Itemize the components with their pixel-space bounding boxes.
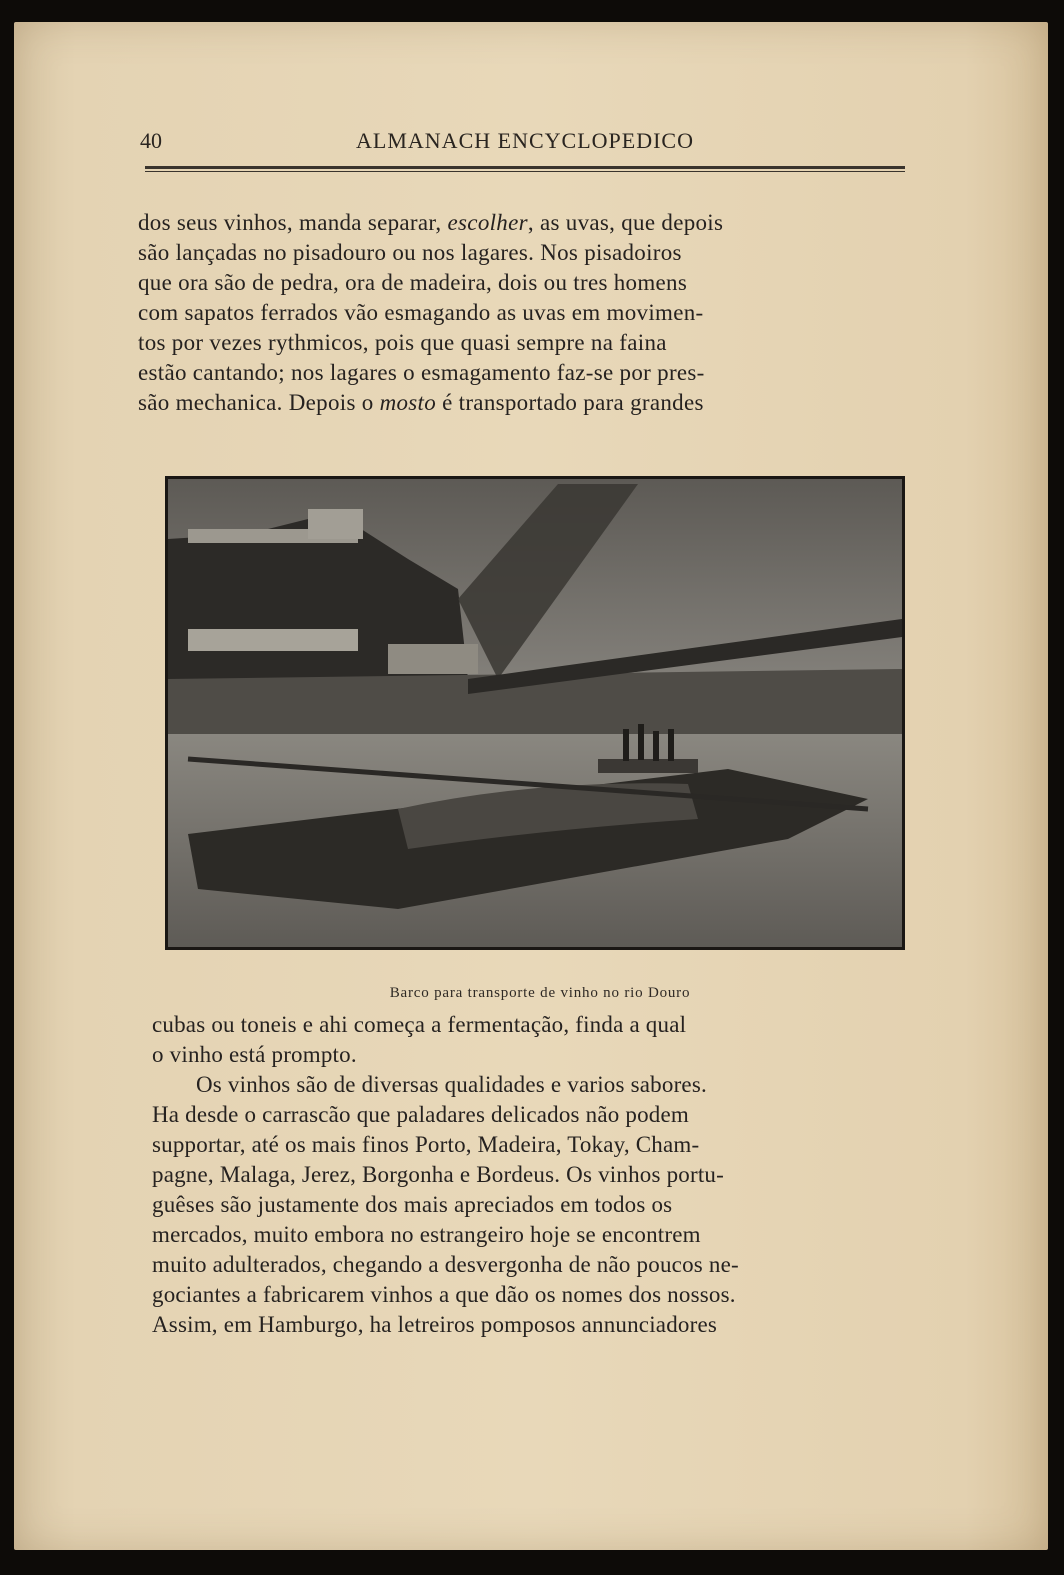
text-line: Ha desde o carrascão que paladares delicados não podem	[152, 1102, 690, 1127]
paragraph-bottom	[152, 1010, 922, 1340]
header-rule-thin	[145, 171, 905, 172]
text-line: tos por vezes rythmicos, pois que quasi sempre na faina	[138, 330, 667, 355]
page-number: 40	[140, 128, 162, 153]
paragraph-top	[138, 208, 910, 418]
text-line: pagne, Malaga, Jerez, Borgonha e Bordeus. Os vinhos portu-	[152, 1162, 724, 1187]
italic-term: mosto	[379, 390, 437, 415]
text-line: mercados, muito embora no estrangeiro hoje se encontrem	[152, 1222, 701, 1247]
page-header	[140, 128, 910, 156]
photo-illustration	[168, 479, 902, 947]
photo-caption: Barco para transporte de vinho no rio Douro	[389, 985, 691, 1001]
text-line: com sapatos ferrados vão esmagando as uvas em movimen-	[138, 300, 704, 325]
photograph-wine-boat	[165, 476, 905, 950]
text-line: Assim, em Hamburgo, ha letreiros pomposos annunciadores	[152, 1312, 718, 1337]
text-line: que ora são de pedra, ora de madeira, dois ou tres homens	[138, 270, 688, 295]
text-line: dos seus vinhos, manda separar, escolher, as uvas, que depois	[138, 210, 724, 235]
text-line: são mechanica. Depois o mosto é transportado para grandes	[138, 390, 704, 415]
header-rule	[145, 166, 905, 169]
running-title: ALMANACH ENCYCLOPEDICO	[356, 128, 694, 153]
text-line: o vinho está prompto.	[152, 1042, 357, 1067]
text-line: guêses são justamente dos mais apreciados em todos os	[152, 1192, 673, 1217]
italic-term: escolher	[447, 210, 528, 235]
text-line: gociantes a fabricarem vinhos a que dão os nomes dos nossos.	[152, 1282, 736, 1307]
text-line: estão cantando; nos lagares o esmagamento faz-se por pres-	[138, 360, 705, 385]
text-line: cubas ou toneis e ahi começa a fermentação, finda a qual	[152, 1012, 687, 1037]
text-line: muito adulterados, chegando a desvergonha de não poucos ne-	[152, 1252, 739, 1277]
text-line: são lançadas no pisadouro ou nos lagares. Nos pisadoiros	[138, 240, 682, 265]
text-line: supportar, até os mais finos Porto, Madeira, Tokay, Cham-	[152, 1132, 700, 1157]
text-line: Os vinhos são de diversas qualidades e varios sabores.	[196, 1072, 707, 1097]
